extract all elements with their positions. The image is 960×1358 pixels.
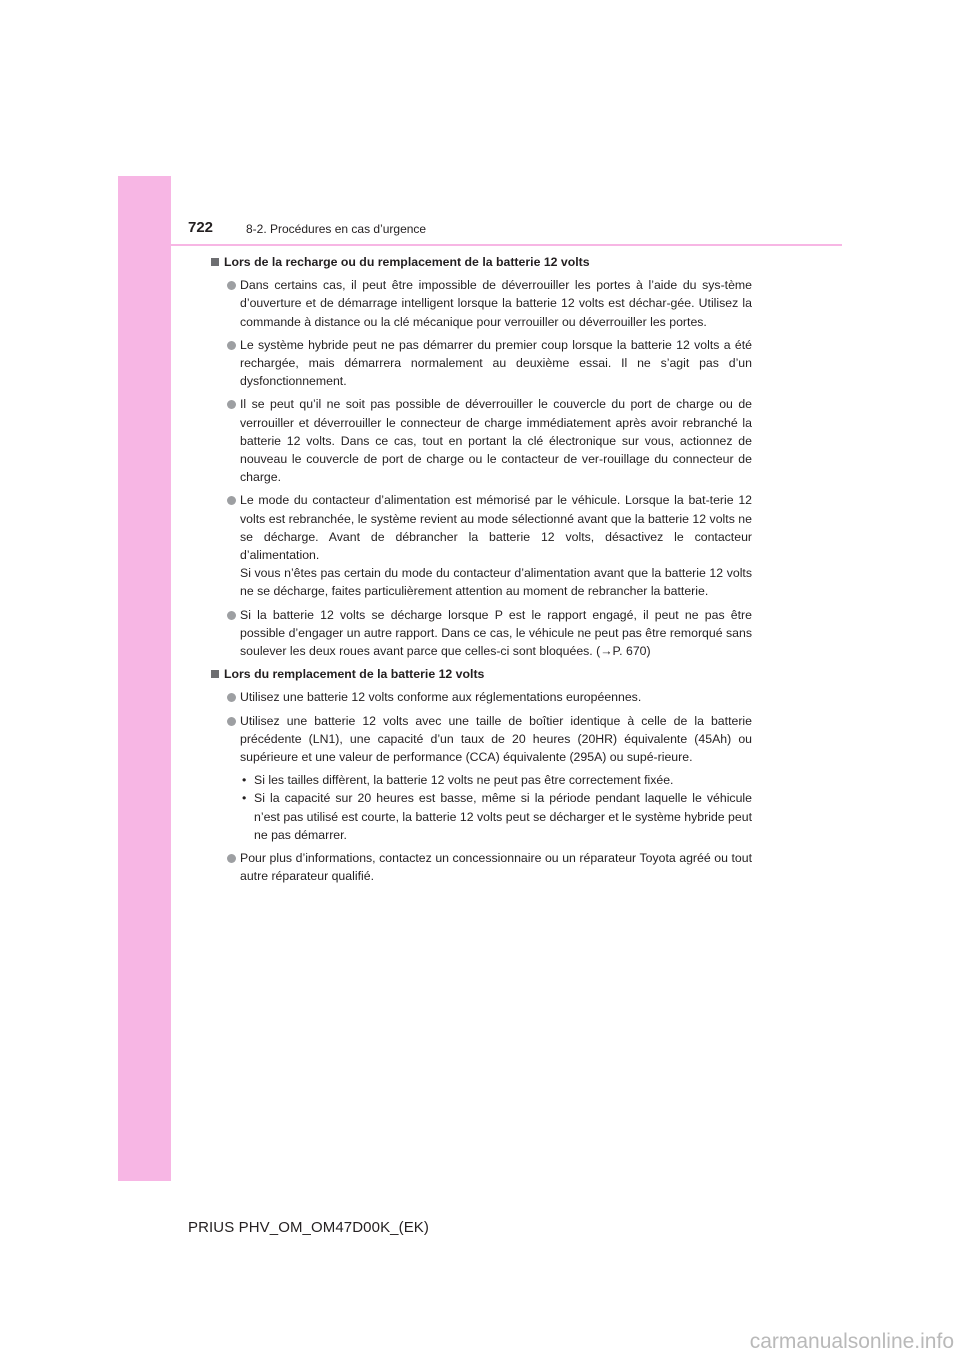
list-item-text: Dans certains cas, il peut être impossible de déverrouiller les portes à l’aide du sys-tème d’ouverture et de démarrage intelligent lorsque la batterie 12 volts est déchar-gée. Utilisez la commande à distance ou la clé mécanique pour verrouiller ou déverrouiller les portes. bbox=[240, 278, 752, 329]
list-item-text: Utilisez une batterie 12 volts conforme aux réglementations européennes. bbox=[240, 690, 642, 705]
section-heading-text: Lors du remplacement de la batterie 12 volts bbox=[224, 667, 485, 682]
circle-bullet-icon bbox=[227, 341, 236, 350]
list-item-text: Le mode du contacteur d’alimentation est mémorisé par le véhicule. Lorsque la bat-terie 12 volts est rebranchée, le système revient au mode sélectionné avant que la batterie 12 volts ne se décharge. Avant de débrancher la batterie 12 volts, désactivez le contacteur d’alimentation. Si vous n’êtes pas certain du mode du contacteur d’alimentation avant que la batterie 12 volts ne se décharge, faites particulièrement attention au moment de rebrancher la batterie. bbox=[240, 493, 752, 599]
document-footer: PRIUS PHV_OM_OM47D00K_(EK) bbox=[188, 1219, 430, 1236]
sub-list-item-text: Si la capacité sur 20 heures est basse, même si la période pendant laquelle le véhicule n’est pas utilisé est courte, la batterie 12 volts peut se décharger et le système hybride peut ne pas démarrer. bbox=[254, 791, 752, 842]
circle-bullet-icon bbox=[227, 400, 236, 409]
circle-bullet-icon bbox=[227, 693, 236, 702]
list-item-text: Utilisez une batterie 12 volts avec une taille de boîtier identique à celle de la batterie précédente (LN1), une capacité d’un taux de 20 heures (20HR) équivalente (45Ah) ou supérieure et une valeur de performance (CCA) équivalente (295A) ou supé-rieure. bbox=[240, 713, 752, 765]
circle-bullet-icon bbox=[227, 717, 236, 726]
section-heading bbox=[210, 253, 752, 271]
list-item-text: Pour plus d’informations, contactez un concessionnaire ou un réparateur Toyota agréé ou tout autre réparateur qualifié. bbox=[240, 851, 752, 884]
circle-bullet-icon bbox=[227, 611, 236, 620]
section-heading-text: Lors de la recharge ou du remplacement de la batterie 12 volts bbox=[224, 255, 590, 269]
small-dot-icon: • bbox=[242, 773, 247, 788]
sub-list bbox=[210, 771, 752, 844]
header-divider bbox=[171, 244, 842, 246]
list-item bbox=[210, 276, 752, 331]
chapter-sidebar-tab bbox=[118, 176, 171, 1181]
list-item-text: Si la batterie 12 volts se décharge lorsque P est le rapport engagé, il peut ne pas être possible d’engager un autre rapport. Dans ce cas, le véhicule ne peut pas être remorqué sans soulever les deux roues avant parce que celles-ci sont bloquées. (→P. 670) bbox=[240, 607, 752, 659]
list-item bbox=[210, 395, 752, 486]
watermark: carmanualsonline.info bbox=[749, 1330, 954, 1353]
circle-bullet-icon bbox=[227, 854, 236, 863]
small-dot-icon: • bbox=[242, 791, 247, 806]
square-bullet-icon bbox=[211, 258, 219, 266]
list-item-text: Il se peut qu’il ne soit pas possible de déverrouiller le couvercle du port de charge ou de verrouiller et déverrouiller le connecteur de charge immédiatement après avoir rebranché la batterie 12 volts. Dans ce cas, tout en portant la clé électronique sur vous, actionnez de nouveau le couvercle de port de charge ou le contacteur de ver-rouillage du connecteur de charge. bbox=[240, 397, 752, 485]
section-title: 8-2. Procédures en cas d’urgence bbox=[246, 222, 427, 236]
list-item bbox=[210, 336, 752, 391]
sub-list-item bbox=[210, 789, 752, 844]
list-item bbox=[210, 491, 752, 600]
sub-list-item bbox=[210, 771, 752, 789]
sub-list-item-text: Si les tailles diffèrent, la batterie 12 volts ne peut pas être correctement fixée. bbox=[254, 773, 674, 788]
circle-bullet-icon bbox=[227, 281, 236, 290]
square-bullet-icon bbox=[211, 670, 219, 678]
list-item bbox=[210, 688, 752, 706]
list-item bbox=[210, 606, 752, 661]
section-heading bbox=[210, 665, 752, 683]
page-content bbox=[210, 253, 752, 891]
page-number: 722 bbox=[188, 219, 214, 236]
list-item bbox=[210, 712, 752, 767]
circle-bullet-icon bbox=[227, 496, 236, 505]
list-item bbox=[210, 849, 752, 885]
list-item-text: Le système hybride peut ne pas démarrer du premier coup lorsque la batterie 12 volts a été rechargée, mais démarrera normalement au deuxième essai. Il ne s’agit pas d’un dysfonctionnement. bbox=[240, 337, 752, 389]
